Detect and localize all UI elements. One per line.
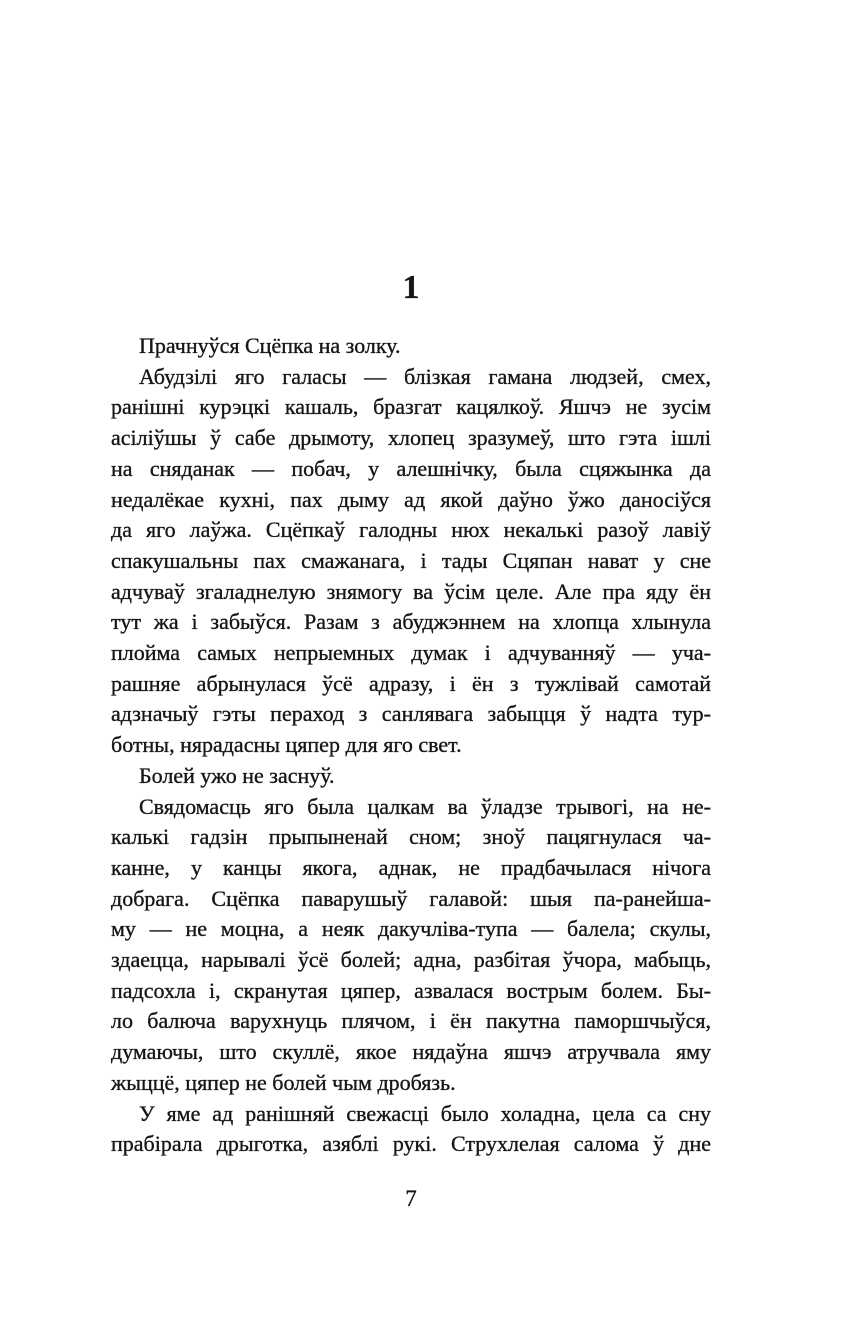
text-line: Прачнуўся Сцёпка на золку. xyxy=(139,333,401,358)
text-line: плойма самых непрыемных думак і адчуванняў — уча- xyxy=(111,640,711,666)
text-line: думаючы, што скуллё, якое нядаўна яшчэ атручвала яму xyxy=(111,1039,711,1065)
text-line: калькі гадзін прыпыненай сном; зноў пацягнулася ча- xyxy=(111,824,711,850)
text-line: ранішні курэцкі кашаль, бразгат кацялкоў. Яшчэ не зусім xyxy=(111,394,711,420)
chapter-number: 1 xyxy=(402,269,420,306)
text-line: Абудзілі яго галасы — блізкая гамана людзей, смех, xyxy=(139,363,711,389)
text-block xyxy=(111,270,711,1160)
text-line: адчуваў згаладнелую знямогу ва ўсім целе. Але пра яду ён xyxy=(111,578,711,604)
text-line: спакушальны пах смажанага, і тады Сцяпан нават у сне xyxy=(111,547,711,573)
text-line: на сняданак — побач, у алешнічку, была сцяжынка да xyxy=(111,455,711,481)
paragraph xyxy=(111,761,711,792)
text-line: недалёкае кухні, пах дыму ад якой даўно ўжо даносіўся xyxy=(111,486,711,512)
paragraph xyxy=(111,331,711,362)
text-line: тут жа і забыўся. Разам з абуджэннем на хлопца хлынула xyxy=(111,609,711,635)
text-line: жыццё, цяпер не болей чым дробязь. xyxy=(111,1069,456,1095)
text-line: ботны, нярадасны цяпер для яго свет. xyxy=(111,732,462,758)
text-line: Свядомасць яго была цалкам ва ўладзе трывогі, на не- xyxy=(139,793,711,819)
paragraph xyxy=(111,362,711,761)
text-line: адзначыў гэты пераход з санлявага забыцця ў надта тур- xyxy=(111,701,711,727)
text-line: канне, у канцы якога, аднак, не прадбачылася нічога xyxy=(111,854,711,880)
text-line: прабірала дрыготка, азяблі рукі. Струхлелая салома ў дне xyxy=(111,1131,711,1157)
text-line: ло балюча варухнуць плячом, і ён пакутна паморшчыўся, xyxy=(111,1008,711,1034)
page-number: 7 xyxy=(405,1186,417,1211)
paragraph xyxy=(111,1099,711,1160)
text-line: здаецца, нарывалі ўсё болей; адна, разбітая ўчора, мабыць, xyxy=(111,947,711,973)
text-line: му — не моцна, а неяк дакучліва-тупа — балела; скулы, xyxy=(111,916,711,942)
text-line: да яго лаўжа. Сцёпкаў галодны нюх некалькі разоў лавіў xyxy=(111,517,711,543)
paragraph xyxy=(111,792,711,1099)
text-line: Болей ужо не заснуў. xyxy=(139,762,335,788)
text-line: рашняе абрынулася ўсё адразу, і ён з тужлівай самотай xyxy=(111,670,711,696)
body-text xyxy=(111,331,711,1160)
text-line: асіліўшы ў сабе дрымоту, хлопец зразумеў, што гэта ішлі xyxy=(111,425,711,451)
text-line: падсохла і, скранутая цяпер, азвалася вострым болем. Бы- xyxy=(111,977,711,1003)
text-line: У яме ад ранішняй свежасці было холадна, цела са сну xyxy=(139,1100,711,1126)
text-line: добрага. Сцёпка паварушыў галавой: шыя па-ранейша- xyxy=(111,885,711,911)
